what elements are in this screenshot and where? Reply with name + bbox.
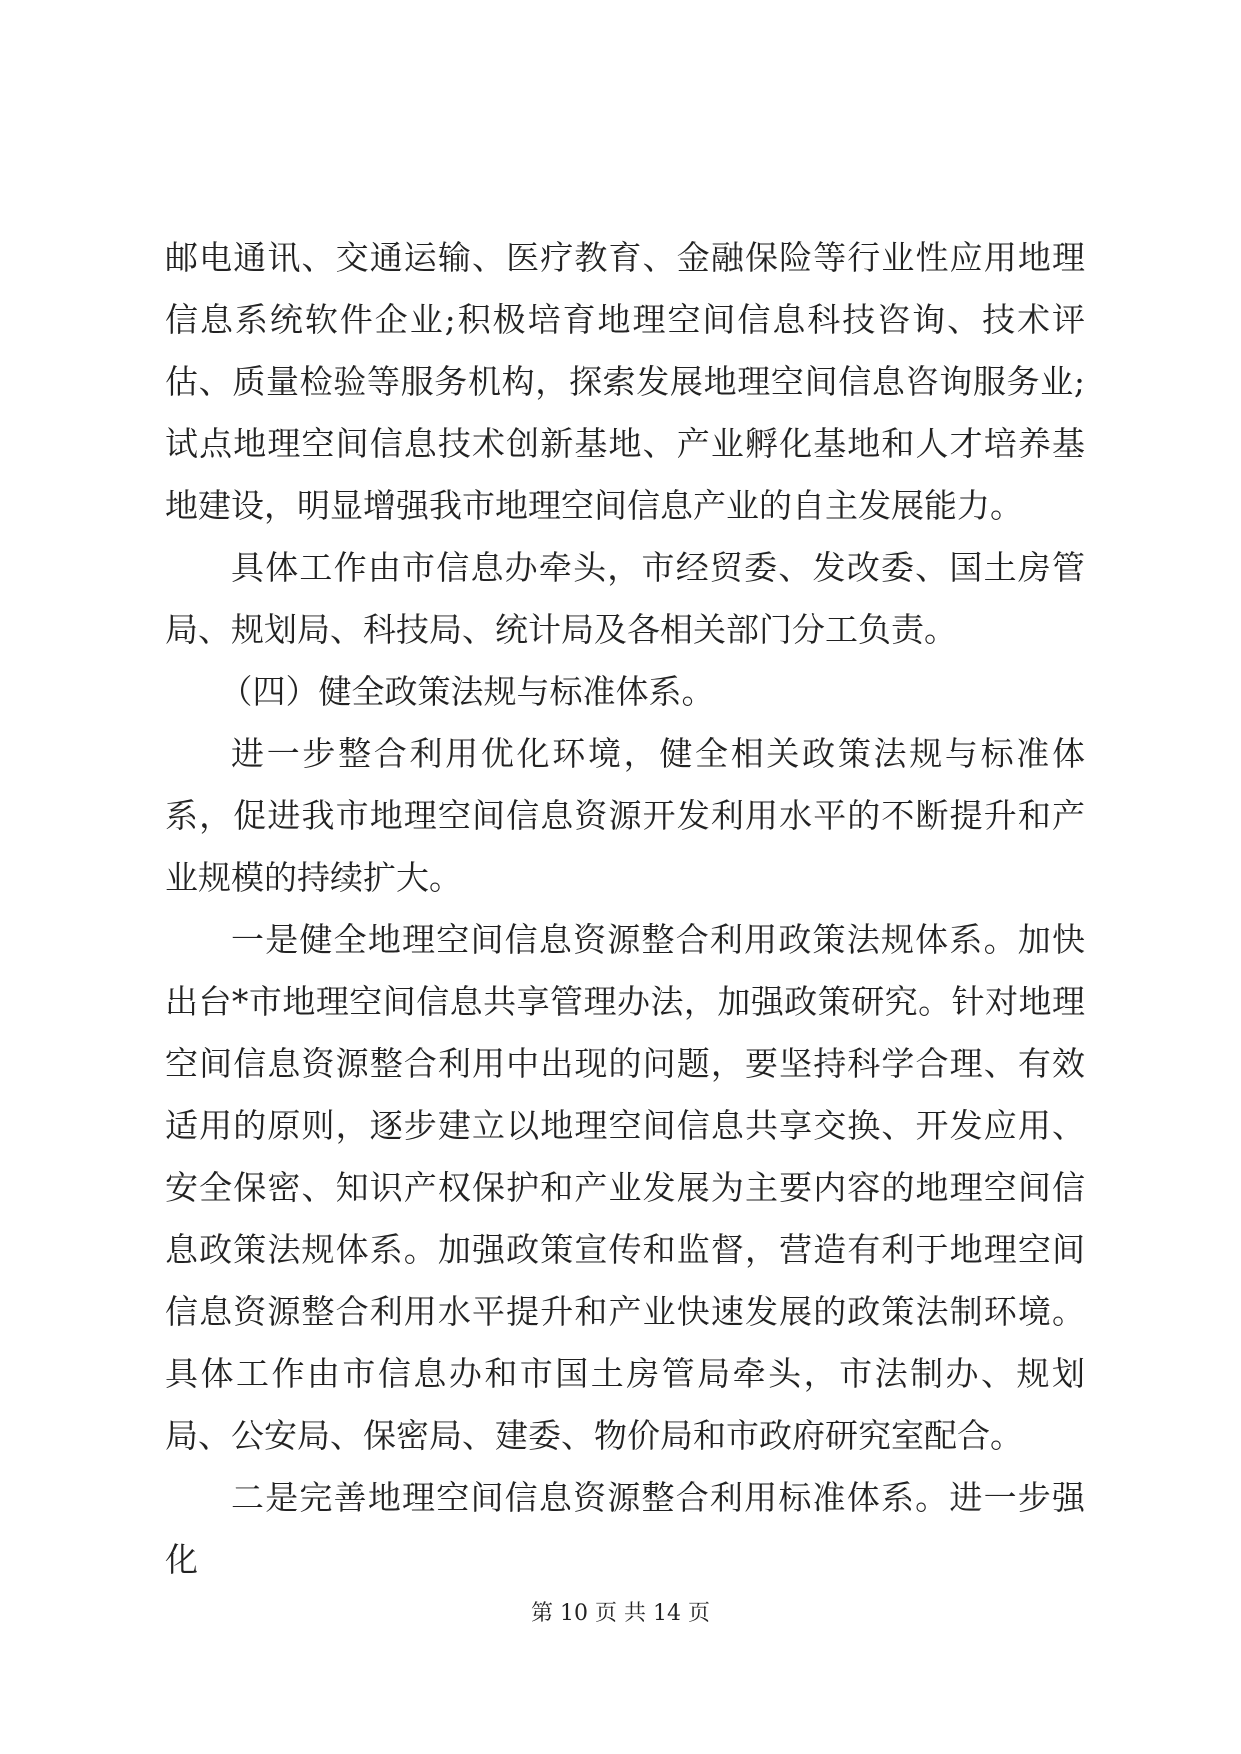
paragraph-1: 邮电通讯、交通运输、医疗教育、金融保险等行业性应用地理信息系统软件企业;积极培育地理空间信息科技咨询、技术评估、质量检验等服务机构，探索发展地理空间信息咨询服务业;试点地理空间信息技术创新基地、产业孵化基地和人才培养基地建设，明显增强我市地理空间信息产业的自主发展能力。	[165, 238, 1085, 525]
paragraph-5: 二是完善地理空间信息资源整合利用标准体系。进一步强化	[165, 1478, 1085, 1579]
document-body	[165, 227, 1085, 1591]
paragraph-3: 进一步整合利用优化环境，健全相关政策法规与标准体系，促进我市地理空间信息资源开发利用水平的不断提升和产业规模的持续扩大。	[165, 734, 1085, 897]
paragraph-2: 具体工作由市信息办牵头，市经贸委、发改委、国土房管局、规划局、科技局、统计局及各相关部门分工负责。	[165, 548, 1085, 649]
paragraph-4: 一是健全地理空间信息资源整合利用政策法规体系。加快出台*市地理空间信息共享管理办法，加强政策研究。针对地理空间信息资源整合利用中出现的问题，要坚持科学合理、有效适用的原则，逐步建立以地理空间信息共享交换、开发应用、安全保密、知识产权保护和产业发展为主要内容的地理空间信息政策法规体系。加强政策宣传和监督，营造有利于地理空间信息资源整合利用水平提升和产业快速发展的政策法制环境。具体工作由市信息办和市国土房管局牵头，市法制办、规划局、公安局、保密局、建委、物价局和市政府研究室配合。	[165, 920, 1085, 1455]
section-heading: （四）健全政策法规与标准体系。	[219, 672, 715, 711]
page-number-footer: 第 10 页 共 14 页	[531, 1601, 710, 1626]
